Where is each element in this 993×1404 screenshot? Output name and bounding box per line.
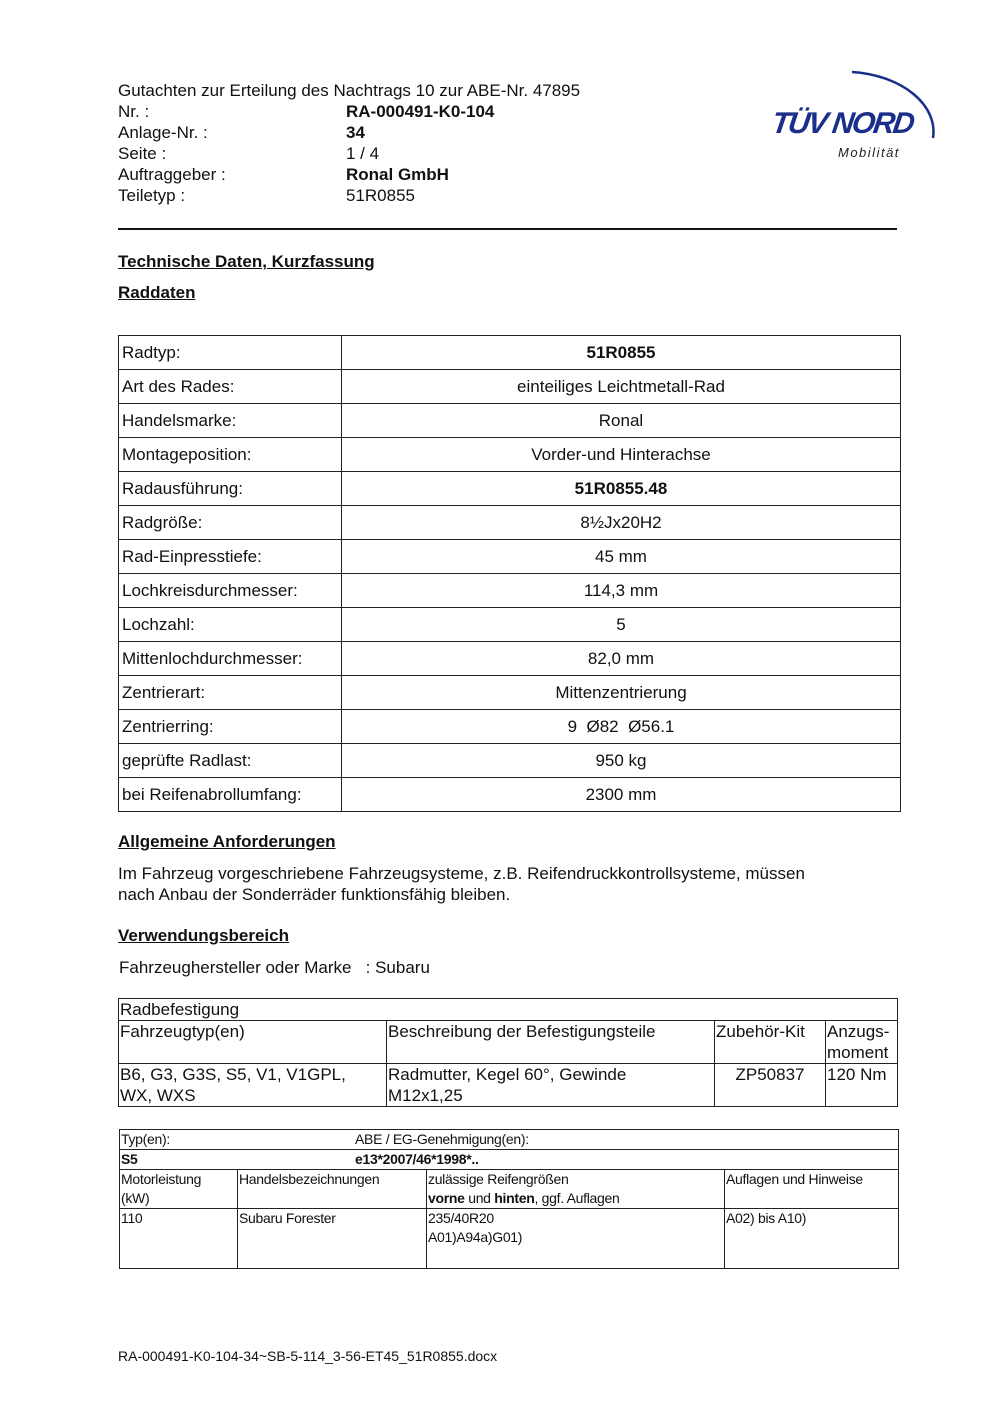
table-row [120,1150,899,1170]
cell-line: B6, G3, G3S, S5, V1, V1GPL, [120,1065,346,1084]
table-row [119,744,901,778]
header-line: zulässige Reifengrößen [428,1171,569,1187]
row-label: Lochkreisdurchmesser: [119,574,342,608]
logo-sub-text: Mobilität [838,145,900,160]
hersteller-value: Subaru [375,958,430,977]
header-line [428,1189,723,1208]
row-value: Mittenzentrierung [342,676,901,710]
cell-zubehoer-kit: ZP50837 [715,1064,826,1107]
table-row [119,506,901,540]
header-row-auftraggeber [118,164,580,185]
header-key: Teiletyp : [118,186,186,205]
header-value: RA-000491-K0-104 [346,102,495,121]
column-header-handelsbezeichnungen: Handelsbezeichnungen [238,1170,427,1209]
header-line: (kW) [121,1190,150,1206]
row-label: Montageposition: [119,438,342,472]
typen-label-row [120,1130,899,1150]
document-header [118,80,580,206]
section-heading-verwendungsbereich: Verwendungsbereich [118,926,289,945]
row-label: Zentrierart: [119,676,342,710]
cell-line: 235/40R20 [428,1210,494,1226]
header-row-nr [118,101,580,122]
radbefestigung-title: Radbefestigung [119,999,898,1021]
table-row [119,1064,898,1107]
header-row-anlage [118,122,580,143]
table-row [119,608,901,642]
column-header: Beschreibung der Befestigungsteile [387,1021,715,1064]
table-header-row [119,1021,898,1064]
header-rest: , ggf. Auflagen [534,1190,620,1206]
cell-line: A01)A94a)G01) [428,1229,523,1245]
row-label: Art des Rades: [119,370,342,404]
table-row [119,370,901,404]
table-row [120,1209,899,1269]
typen-value-row [120,1150,899,1170]
table-row [119,336,901,370]
row-value: 9 Ø82 Ø56.1 [342,710,901,744]
header-key: Nr. : [118,102,150,121]
abe-label: ABE / EG-Genehmigung(en): [355,1131,529,1147]
row-label: geprüfte Radlast: [119,744,342,778]
table-row [119,438,901,472]
table-row [119,404,901,438]
allgemein-text-line: Im Fahrzeug vorgeschriebene Fahrzeugsysteme, z.B. Reifendruckkontrollsysteme, müssen [118,864,805,883]
row-value: Vorder-und Hinterachse [342,438,901,472]
row-label: Radausführung: [119,472,342,506]
row-value: 51R0855 [342,336,901,370]
row-value: 5 [342,608,901,642]
row-value: 82,0 mm [342,642,901,676]
column-header-reifengroessen [427,1170,725,1209]
typ-label: Typ(en): [121,1131,170,1147]
row-label: Radtyp: [119,336,342,370]
row-label: Rad-Einpresstiefe: [119,540,342,574]
header-value: 51R0855 [346,186,416,205]
row-label: Lochzahl: [119,608,342,642]
header-row-seite [118,143,580,164]
table-row [119,710,901,744]
row-value: 8½Jx20H2 [342,506,901,540]
header-key: Seite : [118,144,167,163]
allgemein-text [118,863,805,905]
column-header-anzugsmoment [826,1021,898,1064]
table-row [119,676,901,710]
cell-reifengroessen [427,1209,725,1269]
row-value: einteiliges Leichtmetall-Rad [342,370,901,404]
header-value: Ronal GmbH [346,165,449,184]
column-header-motorleistung [120,1170,238,1209]
hersteller-line [119,957,430,978]
row-label: Radgröße: [119,506,342,540]
row-value: 45 mm [342,540,901,574]
logo-brand-text: TÜV NORD [769,107,916,140]
header-divider [118,228,897,230]
typen-table [119,1129,899,1269]
table-row [120,1130,899,1150]
cell-line: M12x1,25 [388,1086,463,1105]
allgemein-text-line: nach Anbau der Sonderräder funktionsfähig bleiben. [118,885,511,904]
table-row [119,540,901,574]
document-footer: RA-000491-K0-104-34~SB-5-114_3-56-ET45_51R0855.docx [118,1348,498,1364]
header-value: 34 [346,123,365,142]
header-line: Anzugs- [827,1022,890,1041]
section-heading-technische-daten: Technische Daten, Kurzfassung [118,252,375,271]
cell-line: Radmutter, Kegel 60°, Gewinde [388,1065,627,1084]
section-heading-raddaten: Raddaten [118,283,196,302]
row-value: 51R0855.48 [342,472,901,506]
table-row [119,999,898,1021]
header-key: Auftraggeber : [118,165,226,184]
header-line: Motorleistung [121,1171,202,1187]
row-value: Ronal [342,404,901,438]
column-header: Zubehör-Kit [715,1021,826,1064]
row-label: Handelsmarke: [119,404,342,438]
column-header-auflagen: Auflagen und Hinweise [725,1170,899,1209]
document-title: Gutachten zur Erteilung des Nachtrags 10 zur ABE-Nr. 47895 [118,81,581,100]
cell-motorleistung: 110 [120,1209,238,1269]
typ-value: S5 [121,1151,138,1167]
table-row [119,778,901,812]
header-hinten: hinten [494,1190,535,1206]
row-label: bei Reifenabrollumfang: [119,778,342,812]
table-row [119,472,901,506]
row-label: Mittenlochdurchmesser: [119,642,342,676]
table-header-row [120,1170,899,1209]
cell-auflagen: A02) bis A10) [725,1209,899,1269]
table-row [119,642,901,676]
header-row-teiletyp [118,185,580,206]
cell-beschreibung [387,1064,715,1107]
header-und: und [464,1190,495,1206]
header-line: moment [827,1043,889,1062]
raddaten-table [118,335,901,812]
header-key: Anlage-Nr. : [118,123,208,142]
cell-handelsbezeichnung: Subaru Forester [238,1209,427,1269]
table-row [119,574,901,608]
column-header: Fahrzeugtyp(en) [119,1021,387,1064]
header-vorne: vorne [428,1190,465,1206]
cell-anzugsmoment: 120 Nm [826,1064,898,1107]
row-value: 114,3 mm [342,574,901,608]
cell-fahrzeugtypen [119,1064,387,1107]
row-value: 950 kg [342,744,901,778]
section-heading-allgemeine-anforderungen: Allgemeine Anforderungen [118,832,336,851]
radbefestigung-table [118,998,898,1107]
row-label: Zentrierring: [119,710,342,744]
hersteller-label: Fahrzeughersteller oder Marke : [119,958,371,977]
abe-value: e13*2007/46*1998*.. [355,1151,479,1167]
row-value: 2300 mm [342,778,901,812]
header-value: 1 / 4 [346,144,380,163]
cell-line: WX, WXS [120,1086,196,1105]
